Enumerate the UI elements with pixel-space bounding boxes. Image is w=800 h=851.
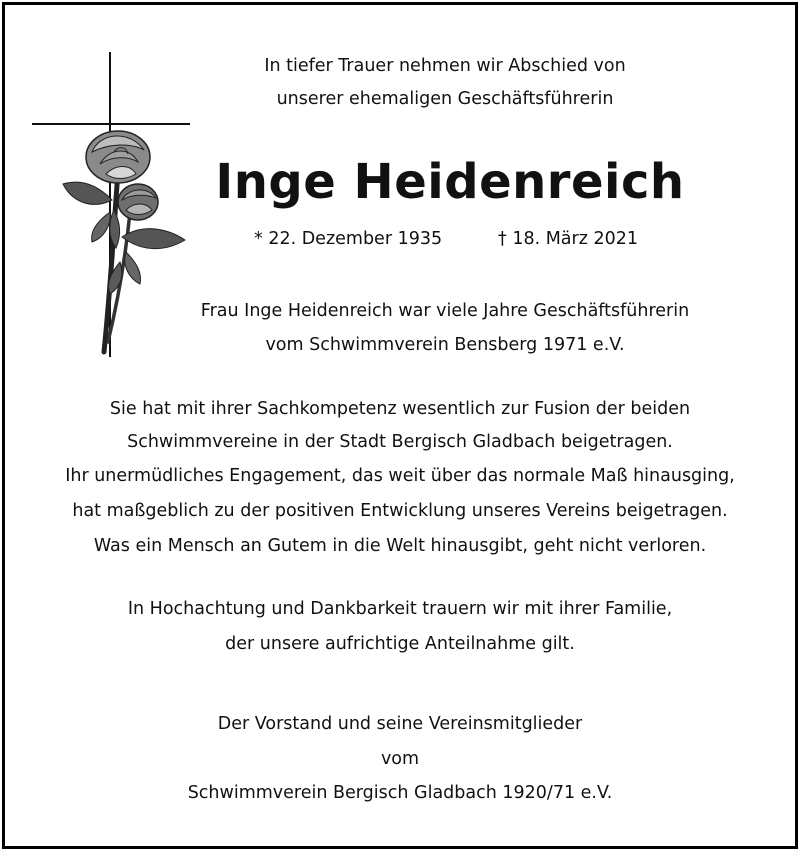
intro-line-2: unserer ehemaligen Geschäftsführerin xyxy=(276,89,614,109)
paragraph1-line-1: Frau Inge Heidenreich war viele Jahre Geschäftsführerin xyxy=(200,301,690,321)
deceased-name: Inge Heidenreich xyxy=(215,154,685,210)
death-date: † 18. März 2021 xyxy=(498,229,639,249)
paragraph1-line-2: vom Schwimmverein Bensberg 1971 e.V. xyxy=(265,335,625,355)
signature-line-1: Der Vorstand und seine Vereinsmitglieder xyxy=(217,714,583,734)
paragraph3-line-1: In Hochachtung und Dankbarkeit trauern wir mit ihrer Familie, xyxy=(127,599,673,619)
paragraph2-line-5: Was ein Mensch an Gutem in die Welt hinausgibt, geht nicht verloren. xyxy=(93,536,707,556)
paragraph3-line-2: der unsere aufrichtige Anteilnahme gilt. xyxy=(225,634,575,654)
paragraph2-line-1: Sie hat mit ihrer Sachkompetenz wesentlich zur Fusion der beiden xyxy=(109,399,691,419)
signature-line-3: Schwimmverein Bergisch Gladbach 1920/71 e.V. xyxy=(187,783,613,803)
signature-line-2: vom xyxy=(380,749,420,769)
birth-date: * 22. Dezember 1935 xyxy=(254,229,443,249)
paragraph2-line-4: hat maßgeblich zu der positiven Entwicklung unseres Vereins beigetragen. xyxy=(72,501,728,521)
paragraph2-line-3: Ihr unermüdliches Engagement, das weit über das normale Maß hinausging, xyxy=(65,466,735,486)
intro-line-1: In tiefer Trauer nehmen wir Abschied von xyxy=(264,56,626,76)
paragraph2-line-2: Schwimmvereine in der Stadt Bergisch Gladbach beigetragen. xyxy=(127,432,673,452)
